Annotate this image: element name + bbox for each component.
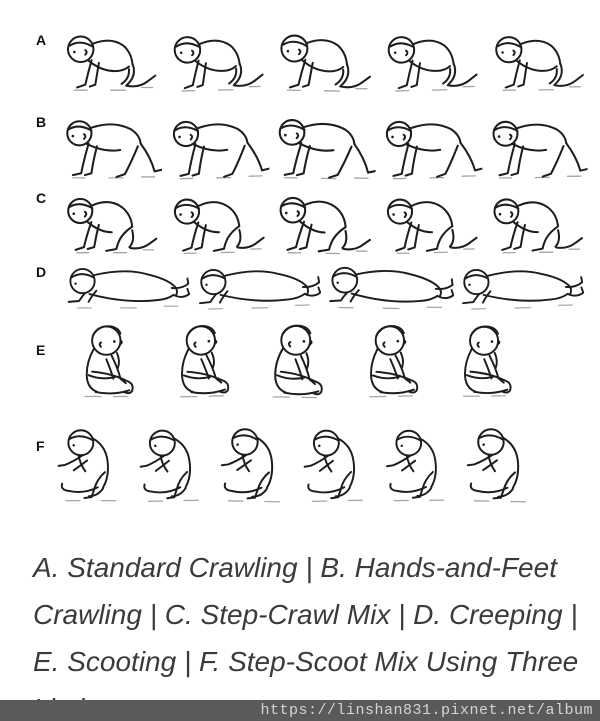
- baby-figure: [378, 114, 482, 186]
- baby-sequence: [58, 102, 588, 186]
- baby-sequence: [62, 314, 518, 404]
- baby-figure: [323, 260, 453, 316]
- baby-figure: [484, 188, 586, 258]
- watermark-url: https://linshan831.pixnet.net/album: [260, 702, 593, 719]
- row-label-d: D: [36, 264, 47, 280]
- pose-row-hands-and-feet-crawling: [30, 102, 588, 186]
- pose-row-step-scoot-mix: [30, 416, 588, 508]
- baby-figure: [219, 422, 301, 508]
- baby-figure: [165, 28, 265, 96]
- baby-sequence: [55, 416, 533, 508]
- baby-figure: [191, 260, 321, 316]
- baby-figure: [137, 422, 219, 508]
- baby-figure: [378, 188, 480, 258]
- baby-figure: [60, 260, 190, 316]
- baby-figure: [251, 318, 329, 404]
- baby-figure: [58, 28, 158, 96]
- baby-figure: [454, 260, 584, 316]
- baby-figure: [55, 422, 137, 508]
- row-label-c: C: [36, 190, 47, 206]
- baby-figure: [440, 318, 518, 404]
- row-label-b: B: [36, 114, 47, 130]
- baby-figure: [165, 188, 267, 258]
- baby-figure: [301, 422, 383, 508]
- baby-figure: [484, 114, 588, 186]
- figure-caption: [33, 544, 580, 721]
- baby-figure: [486, 28, 586, 96]
- baby-figure: [346, 318, 424, 404]
- baby-figure: [58, 188, 160, 258]
- caption-line-2: Crawling | C. Step-Crawl Mix | D. Creeping |: [33, 599, 578, 630]
- watermark-bar: [0, 700, 600, 721]
- pose-row-step-crawl-mix: [30, 182, 588, 258]
- baby-figure: [165, 114, 269, 186]
- pose-row-creeping: [30, 254, 588, 316]
- baby-sequence: [58, 24, 586, 96]
- caption-line-3: E. Scooting | F. Step-Scoot Mix Using Three: [33, 646, 579, 677]
- baby-figure: [157, 318, 235, 404]
- baby-figure: [271, 114, 375, 186]
- baby-figure: [465, 422, 547, 508]
- baby-figure: [58, 114, 162, 186]
- baby-sequence: [60, 254, 584, 316]
- pose-row-standard-crawling: [30, 24, 588, 96]
- row-label-f: F: [36, 438, 45, 454]
- baby-sequence: [58, 182, 586, 258]
- baby-figure: [62, 318, 140, 404]
- baby-figure: [271, 188, 373, 258]
- pose-row-scooting: [30, 314, 588, 404]
- row-label-e: E: [36, 342, 46, 358]
- row-label-a: A: [36, 32, 47, 48]
- baby-figure: [379, 28, 479, 96]
- baby-figure: [383, 422, 465, 508]
- baby-figure: [272, 28, 372, 96]
- caption-line-1: A. Standard Crawling | B. Hands-and-Feet: [33, 552, 557, 583]
